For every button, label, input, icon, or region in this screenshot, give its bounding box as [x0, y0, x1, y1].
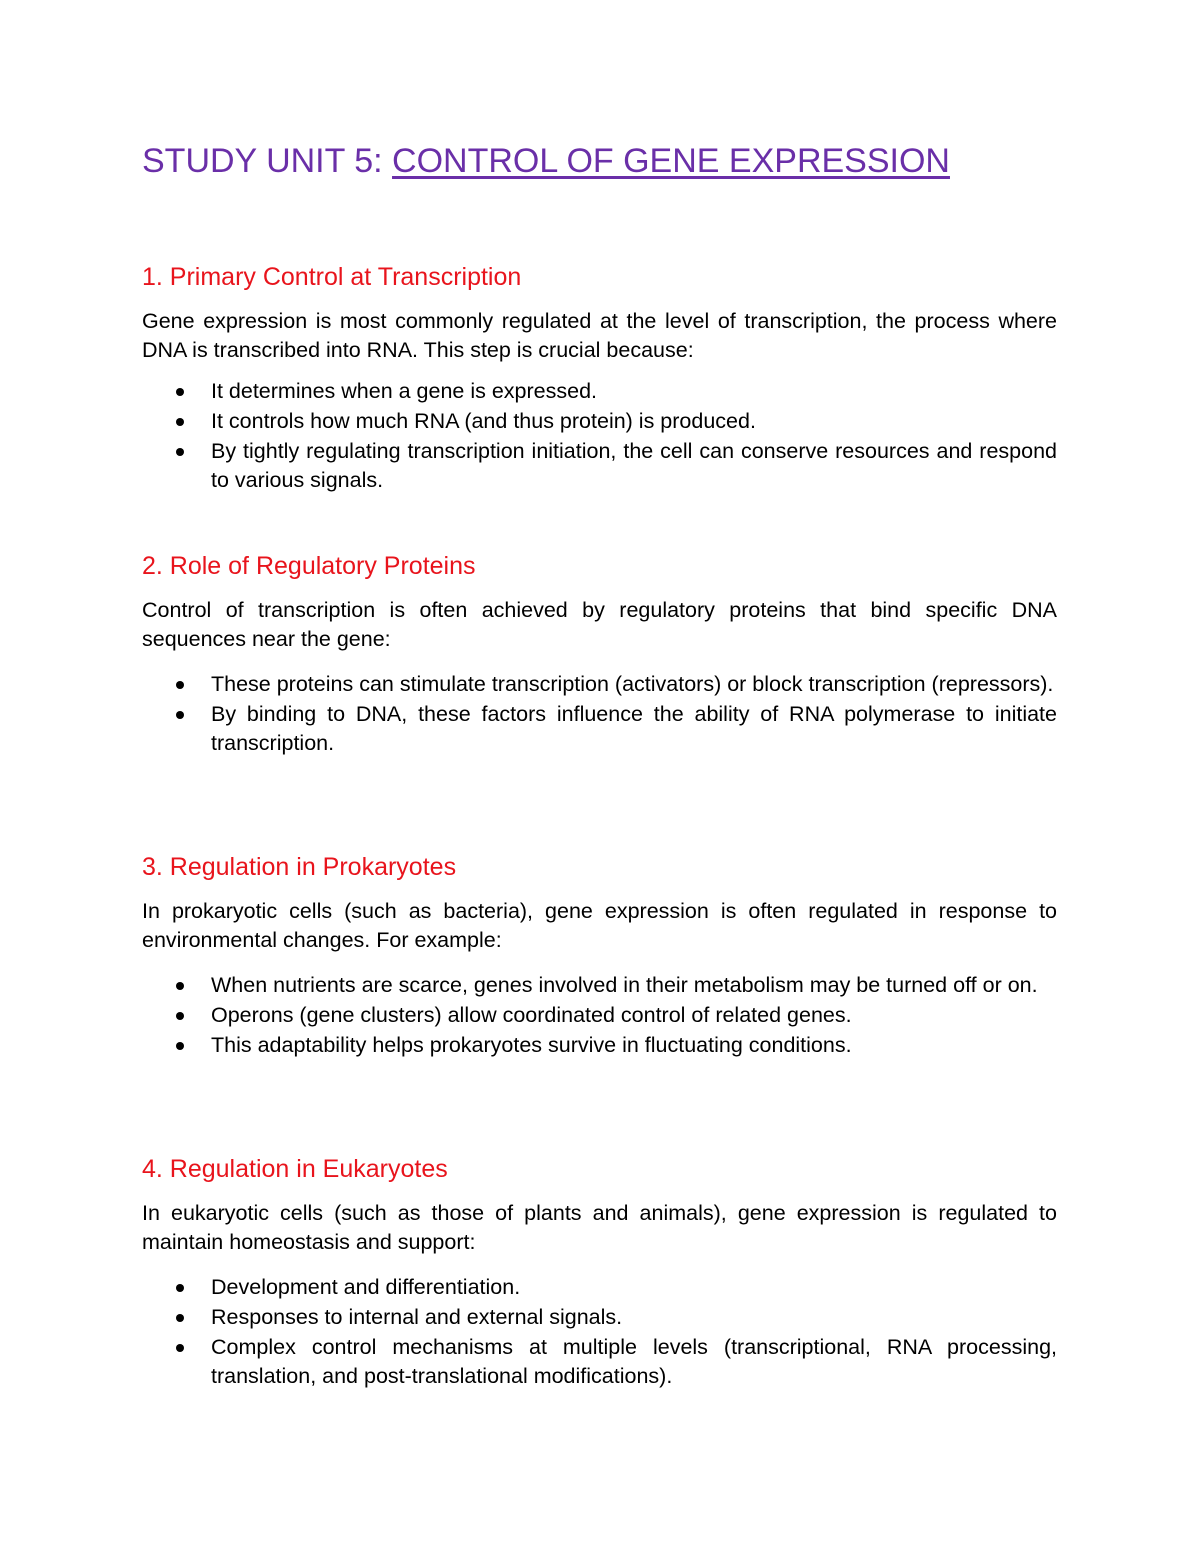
section-heading: 4. Regulation in Eukaryotes: [142, 1155, 448, 1183]
bullet-icon: [176, 388, 184, 396]
title-underlined: CONTROL OF GENE EXPRESSION: [392, 142, 950, 180]
list-item: [142, 437, 1057, 494]
section-regulatory-proteins: [142, 549, 1057, 759]
list-item: [142, 1303, 1057, 1332]
section-heading: 2. Role of Regulatory Proteins: [142, 552, 476, 580]
bullet-icon: [176, 1284, 184, 1292]
bullet-icon: [176, 1042, 184, 1050]
list-item-text: Complex control mechanisms at multiple levels (transcriptional, RNA processing, translation, and post-translational modifications).: [211, 1335, 1057, 1388]
list-item: [142, 670, 1057, 699]
list-item-text: By tightly regulating transcription initiation, the cell can conserve resources and respond to various signals.: [211, 439, 1057, 492]
bullet-icon: [176, 1012, 184, 1020]
section-intro: In prokaryotic cells (such as bacteria), gene expression is often regulated in response to environmental changes. For example:: [142, 899, 1057, 952]
list-item: [142, 700, 1057, 757]
bullet-icon: [176, 1314, 184, 1322]
bullet-list: [142, 971, 1057, 1060]
page-title: [142, 138, 1057, 184]
list-item: [142, 1031, 1057, 1060]
bullet-icon: [176, 448, 184, 456]
list-item-text: Responses to internal and external signals.: [211, 1305, 623, 1329]
section-eukaryotes: [142, 1152, 1057, 1392]
list-item: [142, 971, 1057, 1000]
list-item-text: When nutrients are scarce, genes involved in their metabolism may be turned off or on.: [211, 973, 1038, 997]
list-item-text: Development and differentiation.: [211, 1275, 521, 1299]
section-heading: 3. Regulation in Prokaryotes: [142, 853, 457, 881]
list-item: [142, 1273, 1057, 1302]
list-item: [142, 1001, 1057, 1030]
bullet-icon: [176, 711, 184, 719]
section-primary-control: [142, 260, 1057, 496]
section-heading: 1. Primary Control at Transcription: [142, 263, 522, 291]
section-intro: In eukaryotic cells (such as those of plants and animals), gene expression is regulated to maintain homeostasis and support:: [142, 1201, 1057, 1254]
section-intro: Control of transcription is often achieved by regulatory proteins that bind specific DNA sequences near the gene:: [142, 598, 1057, 651]
bullet-icon: [176, 681, 184, 689]
bullet-icon: [176, 1344, 184, 1352]
list-item: [142, 407, 1057, 436]
bullet-list: [142, 670, 1057, 757]
section-prokaryotes: [142, 850, 1057, 1061]
list-item-text: This adaptability helps prokaryotes survive in fluctuating conditions.: [211, 1033, 852, 1057]
list-item-text: Operons (gene clusters) allow coordinated control of related genes.: [211, 1003, 852, 1027]
title-prefix: STUDY UNIT 5:: [142, 142, 393, 180]
list-item-text: By binding to DNA, these factors influence the ability of RNA polymerase to initiate transcription.: [211, 702, 1057, 755]
list-item: [142, 377, 1057, 406]
document-page: [142, 138, 1057, 1388]
list-item-text: It determines when a gene is expressed.: [211, 379, 598, 403]
bullet-list: [142, 377, 1057, 494]
bullet-icon: [176, 418, 184, 426]
bullet-icon: [176, 982, 184, 990]
list-item-text: These proteins can stimulate transcription (activators) or block transcription (repressors).: [211, 672, 1054, 696]
list-item: [142, 1333, 1057, 1390]
section-intro: Gene expression is most commonly regulated at the level of transcription, the process where DNA is transcribed into RNA. This step is crucial because:: [142, 309, 1057, 362]
bullet-list: [142, 1273, 1057, 1390]
list-item-text: It controls how much RNA (and thus protein) is produced.: [211, 409, 756, 433]
